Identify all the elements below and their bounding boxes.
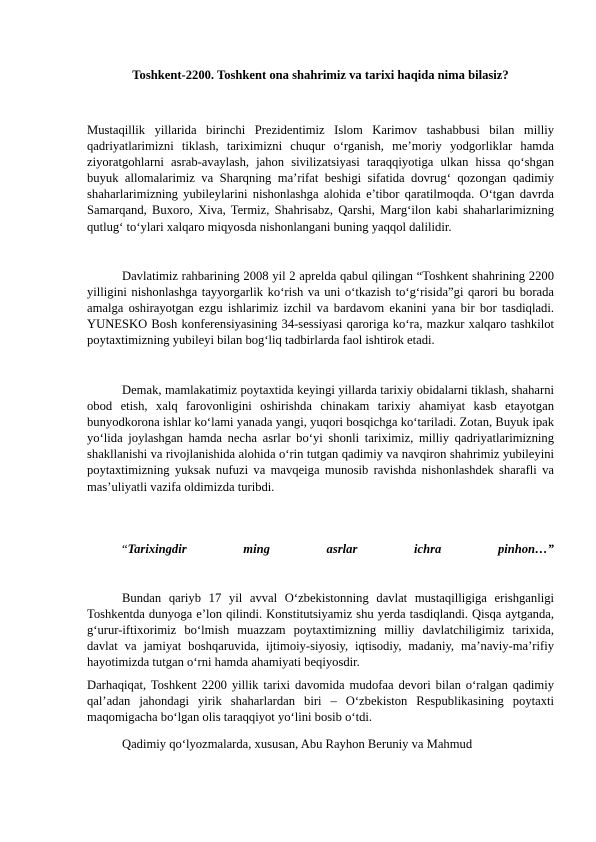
quote-word-5: pinhon…” [497, 542, 554, 556]
paragraph-capital: Demak, mamlakatimiz poytaxtida keyingi yillarda tarixiy obidalarni tiklash, shaharni obod etish, xalq farovonligini oshirishda chinakam tarixiy ahamiyat kasb etayotgan bunyodkorona ishlar ko‘lami yanada yangi, yuqori bosqichga ko‘tariladi. Zotan, Buyuk ipak yo‘lida joylashgan hamda necha asrlar bo‘yi shonli tariximiz, milliy qadriyatlarimizning shakllanishi va rivojlanishida alohida o‘rin tutgan qadimiy va navqiron shahrimiz yubileyini poytaxtimizning yuksak nufuzi va mavqeiga munosib ravishda nishonlashdek sharafli va mas’uliyatli vazifa oldimizda turibdi. [87, 383, 554, 494]
quote-word-3: asrlar [326, 542, 358, 556]
paragraph-decree: Davlatimiz rahbarining 2008 yil 2 aprelda qabul qilingan “Toshkent shahrining 2200 yilligini nishonlashga tayyorgarlik ko‘rish va uni o‘tkazish to‘g‘risida”gi qarori bu borada amalga oshirayotgan ezgu ishlarimiz izchil va bardavom ekanini yana bir bor tasdiqladi. YUNESKO Bosh konferensiyasining 34-sessiyasi qaroriga ko‘ra, mazkur xalqaro tashkilot poytaxtimizning yubileyi bilan bog‘liq tadbirlarda faol ishtirok etadi. [87, 269, 554, 348]
quote-word-1: “Tarixingdir [122, 542, 187, 556]
paragraph-history: Darhaqiqat, Toshkent 2200 yillik tarixi davomida mudofaa devori bilan o‘ralgan qadimiy qal’adan jahondagi yirik shaharlardan biri – O‘zbekiston Respublikasining poytaxti maqomigacha bo‘lgan olis taraqqiyot yo‘lini bosib o‘tdi. [87, 678, 554, 725]
paragraph-intro: Mustaqillik yillarida birinchi Prezidentimiz Islom Karimov tashabbusi bilan milliy qadriyatlarimizni tiklash, tariximizni chuqur o‘rganish, me’moriy yodgorliklar hamda ziyoratgohlarni asrab-avaylash, jahon sivilizatsiyasi taraqqiyotiga ulkan hissa qo‘shgan buyuk allomalarimiz va Sharqning ma’rifat beshigi sifatida dovrug‘ qozongan qadimiy shaharlarimizning yubileylarini nishonlashga alohida e’tibor qaratilmoqda. O‘tgan davrda Samarqand, Buxoro, Xiva, Termiz, Shahrisabz, Qarshi, Marg‘ilon kabi shaharlarimizning qutlug‘ to‘ylari xalqaro miqyosda nishonlangani buning yaqqol dalilidir. [87, 123, 554, 234]
epigraph-quote [122, 541, 554, 557]
quote-word-2: ming [243, 542, 270, 556]
paragraph-manuscripts: Qadimiy qo‘lyozmalarda, xususan, Abu Rayhon Beruniy va Mahmud [122, 737, 473, 751]
document-title: Toshkent-2200. Toshkent ona shahrimiz va tarixi haqida nima bilasiz? [132, 68, 509, 82]
quote-word-4: ichra [414, 542, 442, 556]
paragraph-independence: Bundan qariyb 17 yil avval O‘zbekistonning davlat mustaqilligiga erishganligi Toshkentda dunyoga e’lon qilindi. Konstitutsiyamiz shu yerda tasdiqlandi. Qisqa aytganda, g‘urur-iftixorimiz bo‘lmish muazzam poytaxtimizning milliy davlatchiligimiz tarixida, davlat va jamiyat boshqaruvida, ijtimoiy-siyosiy, iqtisodiy, madaniy, ma’naviy-ma’rifiy hayotimizda tutgan o‘rni hamda ahamiyati beqiyosdir. [87, 591, 554, 670]
